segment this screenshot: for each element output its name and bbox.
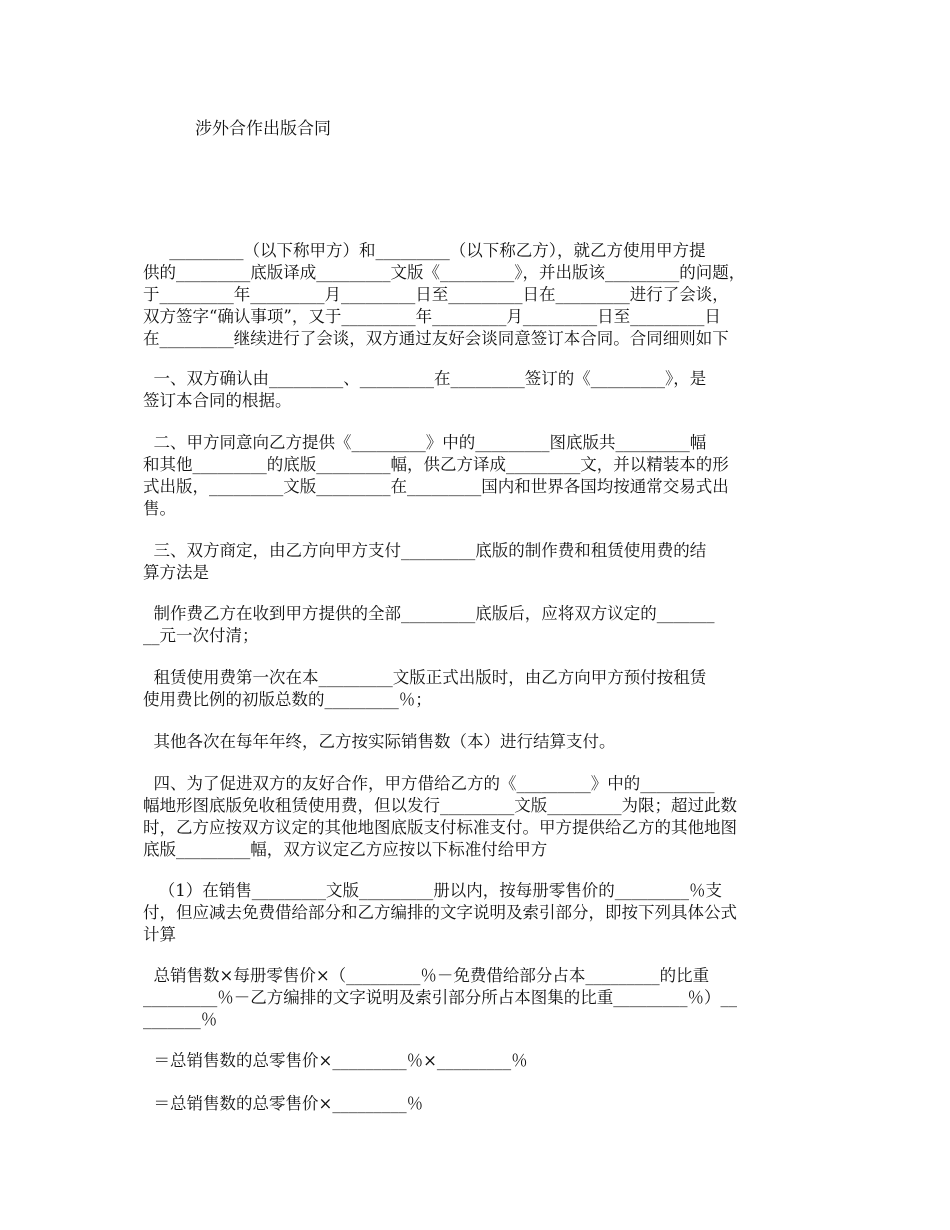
- text-line: 底版_________幅，双方议定乙方应按以下标准付给甲方: [143, 840, 548, 859]
- text-line: 二、甲方同意向乙方提供《_________》中的_________图底版共_________幅: [143, 433, 707, 452]
- text-line: 算方法是: [143, 563, 209, 582]
- text-line: _________（以下称甲方）和_________（以下称乙方），就乙方使用甲方提: [143, 241, 706, 260]
- paragraph-clause-4: [143, 773, 811, 861]
- text-line: 计算: [143, 925, 176, 944]
- text-line: 供的_________底版译成_________文版《_________》，并出版该_________的问题，: [143, 263, 746, 282]
- text-line: 租赁使用费第一次在本_________文版正式出版时，由乙方向甲方预付按租赁: [143, 668, 707, 687]
- text-line: 付，但应减去免费借给部分和乙方编排的文字说明及索引部分，即按下列具体公式: [143, 903, 737, 922]
- paragraph-formula-1: [143, 965, 811, 1031]
- text-line: ＝总销售数的总零售价×_________％: [143, 1094, 424, 1113]
- text-line: 签订本合同的根据。: [143, 391, 292, 410]
- text-line: 在_________继续进行了会谈，双方通过友好会谈同意签订本合同。合同细则如下: [143, 329, 729, 348]
- text-line: _______％: [143, 1010, 218, 1029]
- document-title: 涉外合作出版合同: [195, 119, 331, 139]
- text-line: 三、双方商定，由乙方向甲方支付_________底版的制作费和租赁使用费的结: [143, 541, 707, 560]
- paragraph-clause-1: [143, 368, 811, 412]
- text-line: 时，乙方应按双方议定的其他地图底版支付标准支付。甲方提供给乙方的其他地图: [143, 818, 737, 837]
- paragraph-clause-2: [143, 432, 811, 520]
- paragraph-clause-4-1: [143, 880, 811, 946]
- text-line: ＝总销售数的总零售价×_________％×_________％: [143, 1051, 528, 1070]
- text-line: 于_________年_________月_________日至_________日在_________进行了会谈，: [143, 285, 729, 304]
- paragraph-clause-3c: [143, 731, 811, 753]
- text-line: _________％－乙方编排的文字说明及索引部分所占本图集的比重_________％）__: [143, 988, 737, 1007]
- text-line: 幅地形图底版免收租赁使用费，但以发行_________文版_________为限；超过此数: [143, 796, 737, 815]
- paragraph-clause-3b: [143, 667, 811, 711]
- paragraph-intro: [143, 240, 811, 350]
- text-line: 四、为了促进双方的友好合作，甲方借给乙方的《_________》中的_________: [143, 774, 715, 793]
- text-line: 式出版，_________文版_________在_________国内和世界各国均按通常交易式出: [143, 477, 729, 496]
- paragraph-clause-3: [143, 540, 811, 584]
- paragraph-formula-3: [143, 1093, 811, 1115]
- text-line: 使用费比例的初版总数的_________％；: [143, 690, 432, 709]
- text-line: 双方签字“确认事项”，又于_________年_________月_________日至_________日: [143, 307, 721, 326]
- paragraph-clause-3a: [143, 603, 811, 647]
- text-line: 其他各次在每年年终，乙方按实际销售数（本）进行结算支付。: [143, 732, 616, 751]
- text-line: 和其他_________的底版_________幅，供乙方译成_________文，并以精装本的形: [143, 455, 729, 474]
- text-line: 总销售数×每册零售价×（_________％－免费借给部分占本_________的比重: [143, 966, 710, 985]
- paragraph-formula-2: [143, 1050, 811, 1072]
- text-line: 一、双方确认由_________、_________在_________签订的《_________》，是: [143, 369, 707, 388]
- text-line: （1）在销售_________文版_________册以内，按每册零售价的_________％支: [143, 881, 722, 900]
- text-line: 售。: [143, 499, 176, 518]
- text-line: 制作费乙方在收到甲方提供的全部_________底版后，应将双方议定的_______: [143, 604, 715, 623]
- text-line: __元一次付清；: [143, 626, 259, 645]
